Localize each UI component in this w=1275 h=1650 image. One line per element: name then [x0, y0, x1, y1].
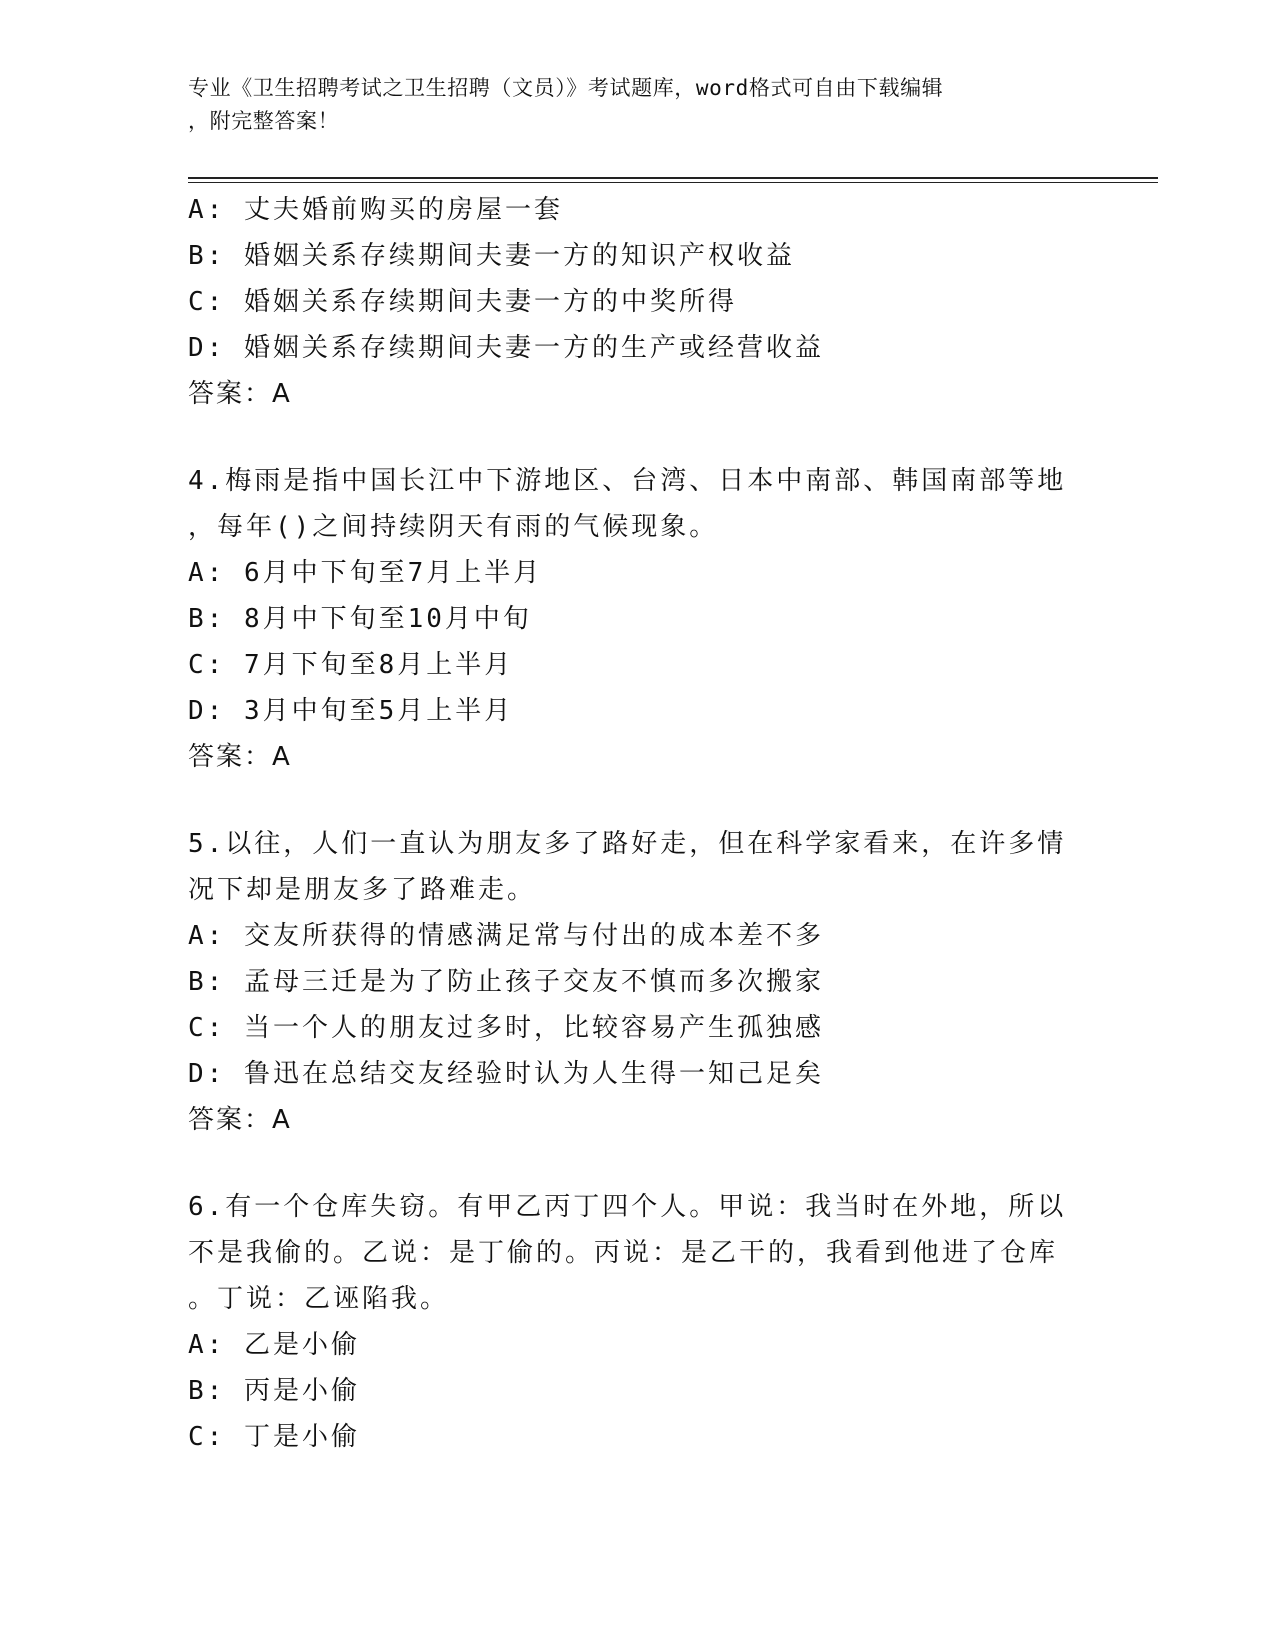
- question-stem-line: 5.以往，人们一直认为朋友多了路好走，但在科学家看来，在许多情: [188, 829, 1067, 859]
- question-stem-line: 不是我偷的。乙说：是丁偷的。丙说：是乙干的，我看到他进了仓库: [188, 1238, 1059, 1268]
- question-stem-line: 4.梅雨是指中国长江中下游地区、台湾、日本中南部、韩国南部等地: [188, 466, 1067, 496]
- question-6: [188, 1184, 1088, 1460]
- option-d: D: 鲁迅在总结交友经验时认为人生得一知己足矣: [188, 1059, 824, 1089]
- option-b: B: 8月中下旬至10月中旬: [188, 604, 532, 634]
- document-header: [188, 72, 1088, 138]
- answer: 答案：A: [188, 1105, 292, 1135]
- header-rule-thin: [188, 182, 1158, 183]
- answer: 答案：A: [188, 742, 292, 772]
- question-4: [188, 458, 1088, 780]
- option-c: C: 丁是小偷: [188, 1422, 360, 1452]
- question-stem-line: ，每年()之间持续阴天有雨的气候现象。: [188, 512, 719, 542]
- header-line-1: 专业《卫生招聘考试之卫生招聘（文员）》考试题库，word格式可自由下载编辑: [188, 76, 944, 100]
- option-a: A: 交友所获得的情感满足常与付出的成本差不多: [188, 921, 824, 951]
- question-stem-line: 况下却是朋友多了路难走。: [188, 875, 537, 905]
- option-d: D: 婚姻关系存续期间夫妻一方的生产或经营收益: [188, 333, 824, 363]
- question-5: [188, 821, 1088, 1143]
- option-c: C: 婚姻关系存续期间夫妻一方的中奖所得: [188, 287, 737, 317]
- option-d: D: 3月中旬至5月上半月: [188, 696, 514, 726]
- option-b: B: 丙是小偷: [188, 1376, 360, 1406]
- option-a: A: 丈夫婚前购买的房屋一套: [188, 195, 563, 225]
- option-c: C: 当一个人的朋友过多时，比较容易产生孤独感: [188, 1013, 824, 1043]
- answer: 答案：A: [188, 379, 292, 409]
- option-a: A: 6月中下旬至7月上半月: [188, 558, 543, 588]
- header-line-2: ，附完整答案！: [188, 109, 340, 133]
- question-list: [188, 187, 1088, 1460]
- question-stem-line: 。丁说：乙诬陷我。: [188, 1284, 450, 1314]
- option-b: B: 婚姻关系存续期间夫妻一方的知识产权收益: [188, 241, 795, 271]
- header-rule: [188, 177, 1158, 179]
- question-stem-line: 6.有一个仓库失窃。有甲乙丙丁四个人。甲说：我当时在外地，所以: [188, 1192, 1067, 1222]
- option-a: A: 乙是小偷: [188, 1330, 360, 1360]
- option-b: B: 孟母三迁是为了防止孩子交友不慎而多次搬家: [188, 967, 824, 997]
- question-3: [188, 187, 1088, 417]
- option-c: C: 7月下旬至8月上半月: [188, 650, 514, 680]
